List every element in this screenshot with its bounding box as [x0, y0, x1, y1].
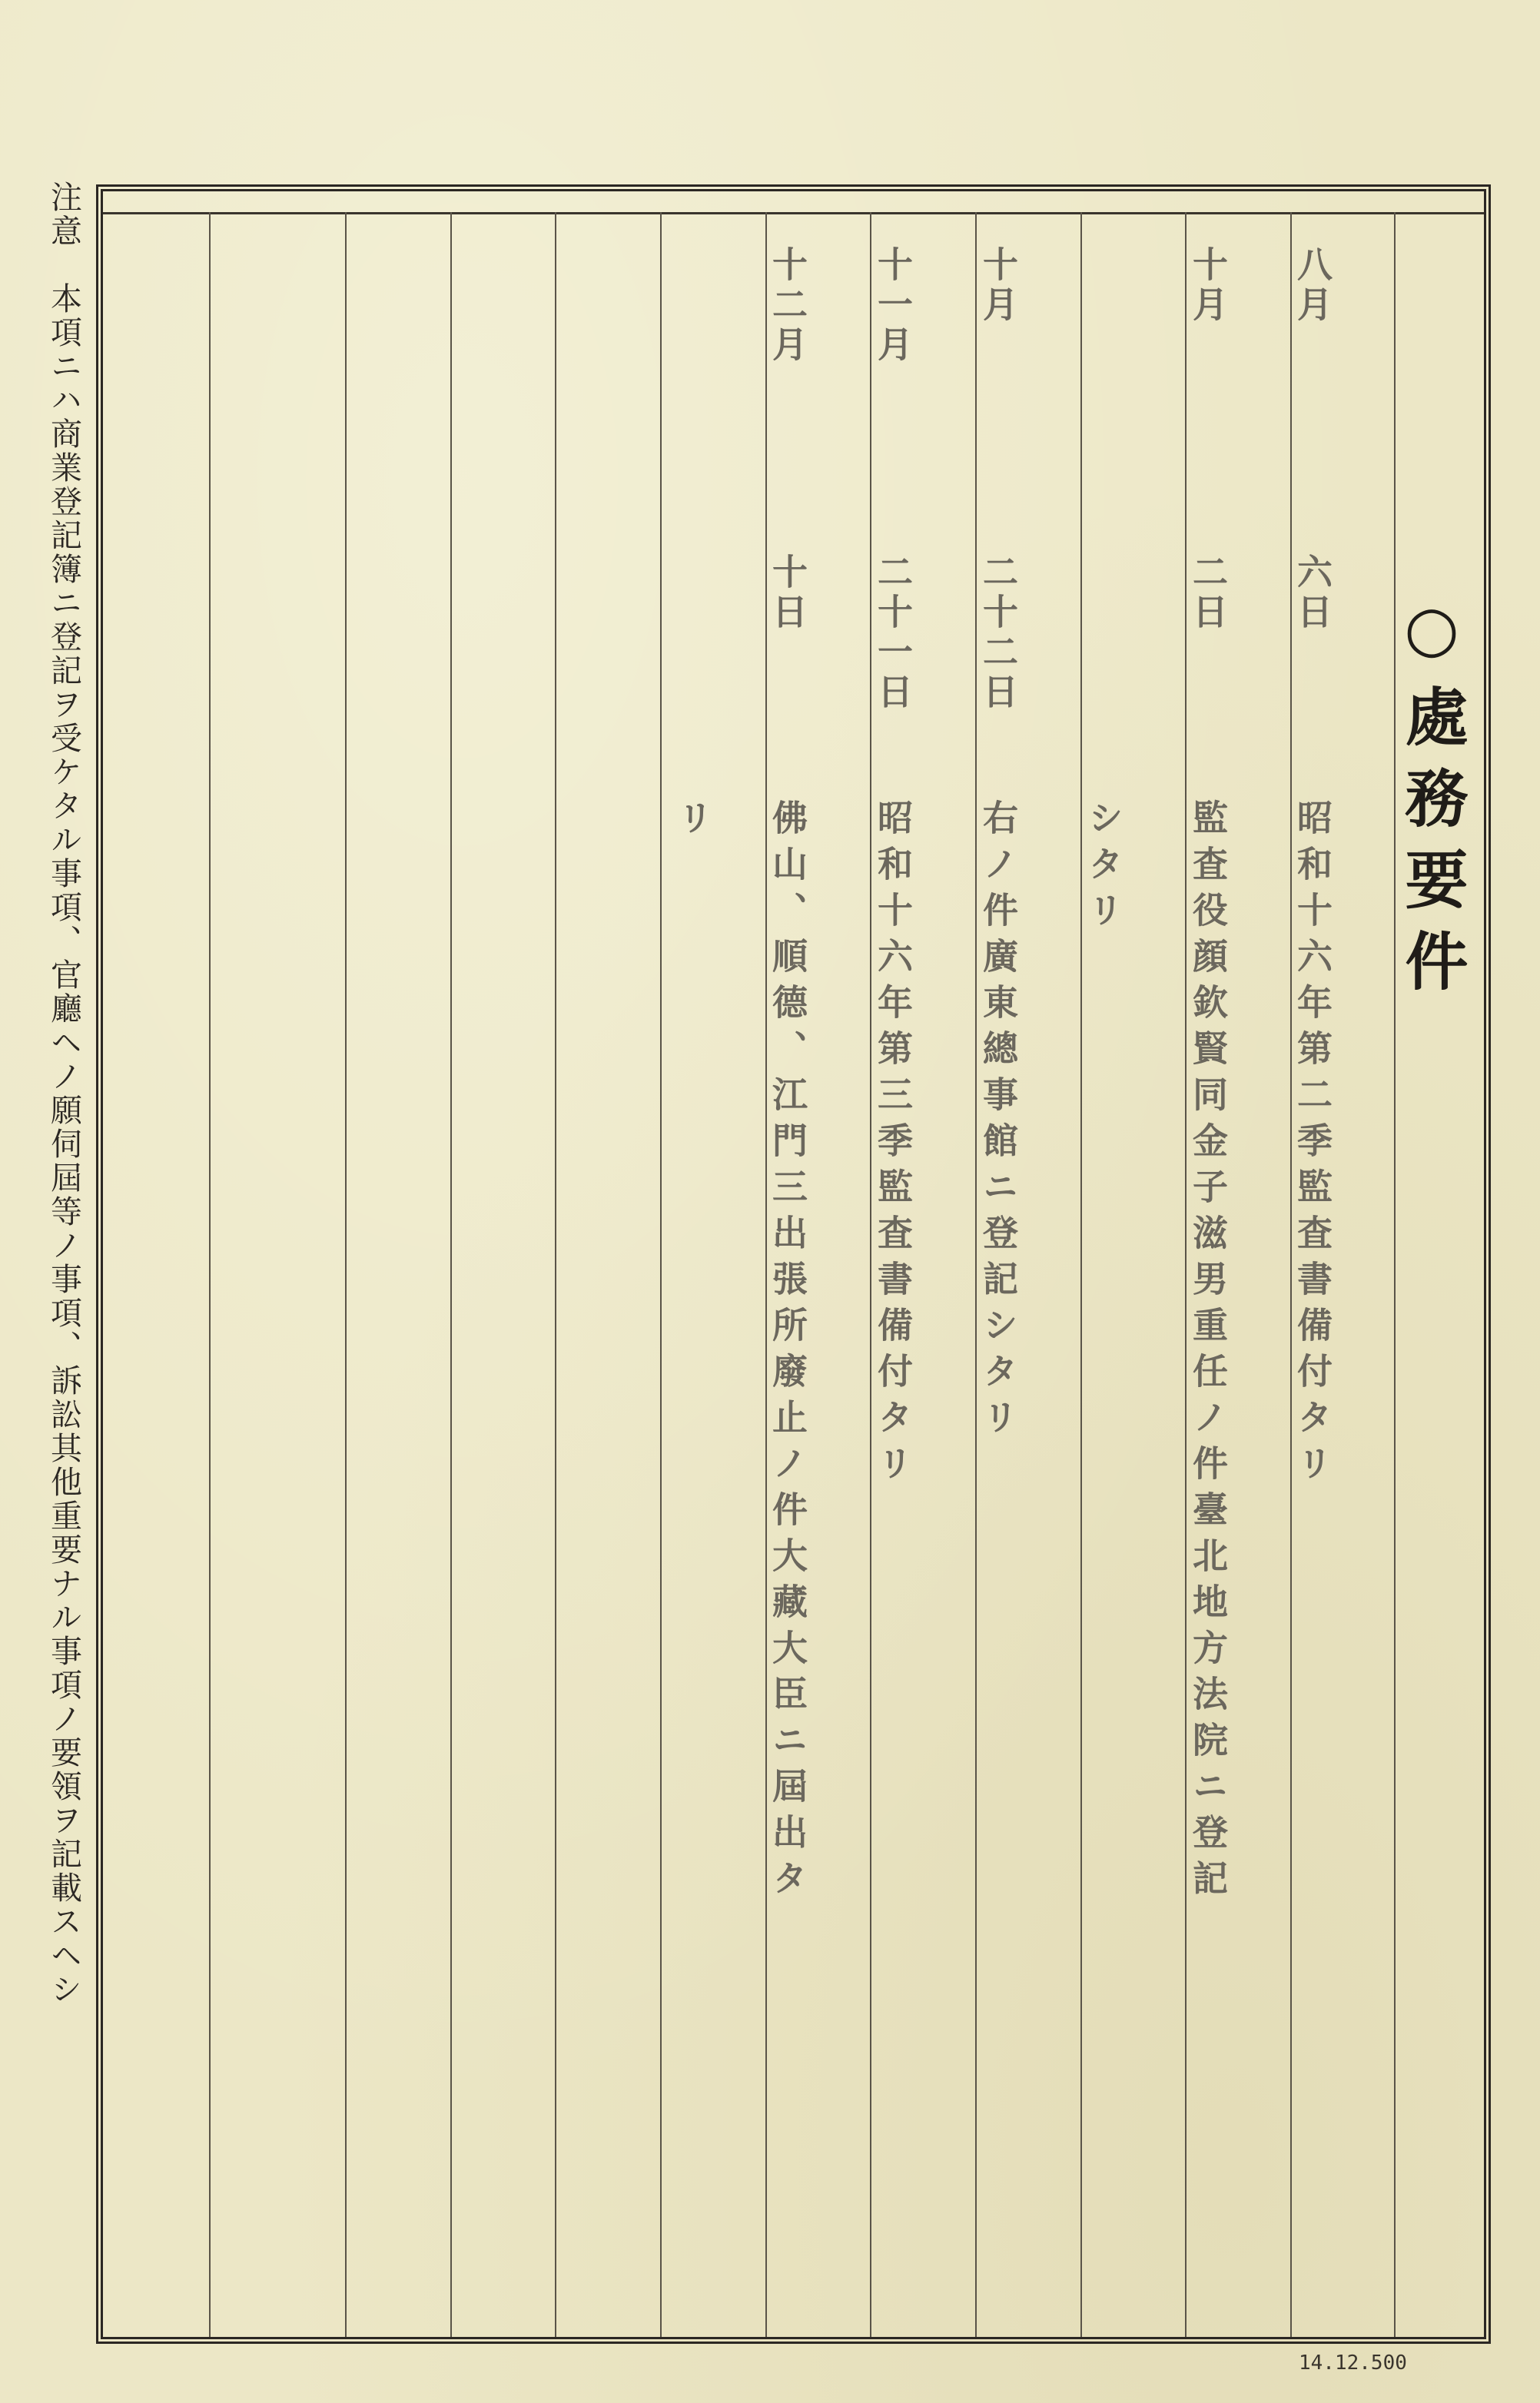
- column-rule: [555, 212, 556, 2337]
- entry-text: 昭和十六年第三季監査書備付タリ: [872, 799, 914, 1491]
- column-rule: [660, 212, 662, 2337]
- entry-day: 六日: [1292, 553, 1333, 633]
- entry-day: 二十二日: [977, 553, 1019, 713]
- column-rule: [345, 212, 347, 2337]
- entry-day: 二十一日: [872, 553, 914, 713]
- entry-month: 十月: [977, 246, 1019, 326]
- entry-day: 二日: [1187, 553, 1229, 633]
- entry-row: [1177, 246, 1239, 2244]
- entry-text: 監査役顔欽賢同金子滋男重任ノ件臺北地方法院ニ登記: [1187, 799, 1229, 1906]
- entry-day: 十日: [767, 553, 808, 633]
- entry-text: シタリ: [1083, 799, 1124, 938]
- entry-month: 八月: [1292, 246, 1333, 326]
- entry-row: [757, 246, 818, 2244]
- column-rule: [209, 212, 211, 2337]
- entry-text: 右ノ件廣東總事館ニ登記シタリ: [977, 799, 1019, 1445]
- instruction-note: 注意 本項ニハ商業登記簿ニ登記ヲ受ケタル事項、官廳ヘノ願伺屆等ノ事項、訴訟其他重要ナル事項ノ要領ヲ記載スヘシ: [45, 181, 82, 2006]
- entry-row: [662, 246, 724, 2244]
- entry-month: 十二月: [767, 246, 808, 366]
- entry-text: リ: [672, 799, 714, 845]
- print-code: 14.12.500: [1299, 2352, 1407, 2375]
- entry-row: [1073, 246, 1134, 2244]
- entry-month: 十一月: [872, 246, 914, 366]
- entry-text: 昭和十六年第二季監査書備付タリ: [1292, 799, 1333, 1491]
- entry-row: [967, 246, 1029, 2244]
- page-title: ○處務要件: [1395, 592, 1469, 1010]
- column-rule: [1394, 212, 1396, 2337]
- entry-row: [862, 246, 924, 2244]
- entry-month: 十月: [1187, 246, 1229, 326]
- column-rule: [450, 212, 452, 2337]
- entry-text: 佛山、順德、江門三出張所廢止ノ件大藏大臣ニ屆出タ: [767, 799, 808, 1906]
- entry-row: [1282, 246, 1343, 2244]
- header-rule: [103, 212, 1484, 214]
